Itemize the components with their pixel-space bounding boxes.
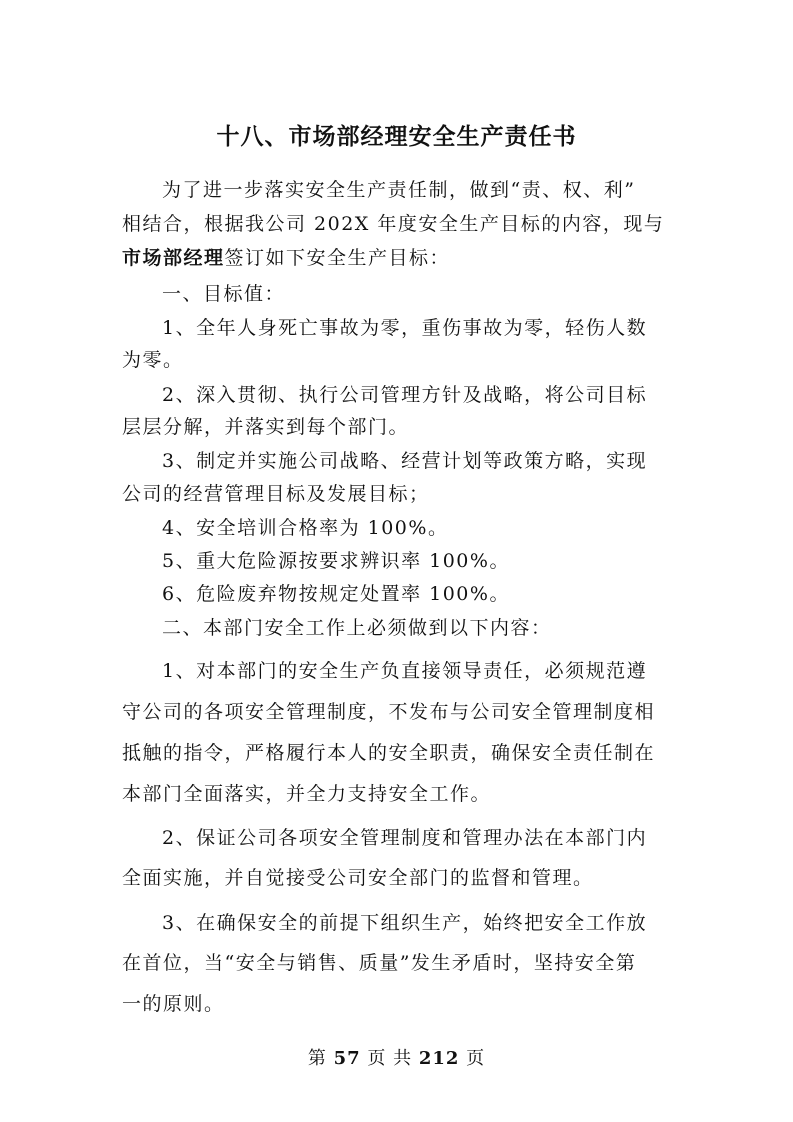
footer-suffix: 页: [466, 1048, 486, 1069]
total-page-count: 212: [418, 1048, 460, 1069]
party-name: 市场部经理: [122, 247, 225, 269]
target-item-4: 4、安全培训合格率为 100%。: [162, 517, 449, 539]
intro-line-3-rest: 签订如下安全生产目标：: [224, 247, 451, 269]
duty-1-line-3: 抵触的指令，严格履行本人的安全职责，确保安全责任制在: [122, 742, 656, 764]
duty-2-line-1: 2、保证公司各项安全管理制度和管理办法在本部门内: [162, 827, 648, 849]
target-item-6: 6、危险废弃物按规定处置率 100%。: [162, 583, 510, 605]
duty-3-line-1: 3、在确保安全的前提下组织生产，始终把安全工作放: [162, 912, 648, 934]
intro-line-3: [122, 246, 450, 270]
target-item-3-line-2: 公司的经营管理目标及发展目标；: [122, 483, 430, 505]
target-item-1-line-1: 1、全年人身死亡事故为零，重伤事故为零，轻伤人数: [162, 317, 648, 339]
target-item-3-line-1: 3、制定并实施公司战略、经营计划等政策方略，实现: [162, 450, 648, 472]
duty-3-line-2: 在首位，当“安全与销售、质量”发生矛盾时，坚持安全第: [122, 952, 637, 974]
current-page-number: 57: [333, 1048, 361, 1069]
duty-1-line-2: 守公司的各项安全管理制度，不发布与公司安全管理制度相: [122, 701, 656, 723]
duty-1-line-1: 1、对本部门的安全生产负直接领导责任，必须规范遵: [162, 660, 648, 682]
target-item-1-line-2: 为零。: [122, 349, 184, 371]
target-item-2-line-1: 2、深入贯彻、执行公司管理方针及战略，将公司目标: [162, 384, 648, 406]
intro-line-1: 为了进一步落实安全生产责任制，做到“责、权、利”: [162, 179, 636, 201]
duty-2-line-2: 全面实施，并自觉接受公司安全部门的监督和管理。: [122, 867, 594, 889]
duty-3-line-3: 一的原则。: [122, 993, 225, 1015]
document-title: 十八、市场部经理安全生产责任书: [216, 123, 577, 150]
section-1-heading: 一、目标值：: [162, 283, 286, 305]
footer-prefix: 第: [307, 1048, 327, 1069]
target-item-2-line-2: 层层分解，并落实到每个部门。: [122, 416, 410, 438]
target-item-5: 5、重大危险源按要求辨识率 100%。: [162, 550, 510, 572]
section-2-heading: 二、本部门安全工作上必须做到以下内容：: [162, 617, 552, 639]
intro-line-2: 相结合，根据我公司 202X 年度安全生产目标的内容，现与: [122, 213, 665, 235]
page-number-footer: [0, 1044, 793, 1070]
duty-1-line-4: 本部门全面落实，并全力支持安全工作。: [122, 783, 492, 805]
footer-middle: 页 共: [367, 1048, 413, 1069]
